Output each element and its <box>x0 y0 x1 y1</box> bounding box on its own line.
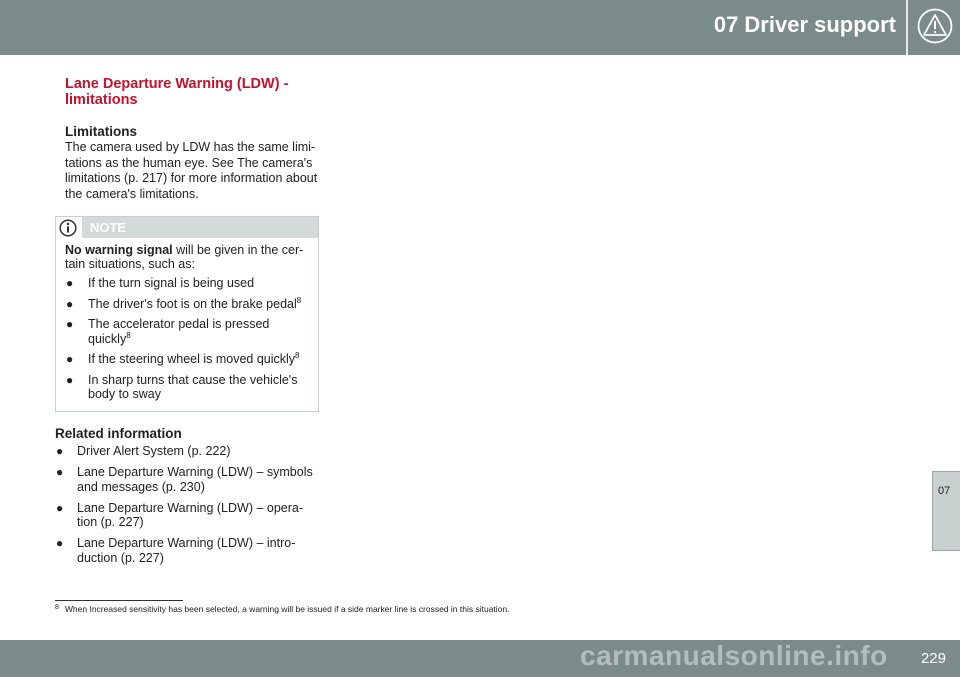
related-link[interactable]: ● Lane Departure Warning (LDW) – intro- duction (p. 227) <box>56 536 296 565</box>
note-intro-bold: No warning signal <box>65 243 173 257</box>
chapter-title: 07 Driver support <box>713 12 896 37</box>
limitations-paragraph <box>65 140 321 202</box>
list-item: ● The accelerator pedal is pressed quickly$^8$ <box>66 317 270 346</box>
section-title-line2: limitations <box>65 92 138 108</box>
footnote-ref: 8 <box>126 330 131 340</box>
info-icon <box>59 219 77 237</box>
section-title <box>65 76 321 108</box>
note-label: NOTE <box>90 220 127 235</box>
related-link[interactable]: ● Driver Alert System (p. 222) <box>56 444 231 458</box>
list-item: ● If the steering wheel is moved quickly$^8$ <box>66 350 300 366</box>
list-item: ● If the turn signal is being used <box>66 276 255 290</box>
paragraph-line: limitations (p. 217) for more information about <box>65 171 318 185</box>
list-item: ● The driver's foot is on the brake pedal$^8$ <box>66 295 302 311</box>
note-body <box>65 243 315 408</box>
related-information <box>55 426 321 572</box>
list-item: ● In sharp turns that cause the vehicle's body to sway <box>66 372 298 401</box>
section-title-line1: Lane Departure Warning (LDW) - <box>65 76 289 92</box>
paragraph-line: The camera used by LDW has the same limi- <box>65 140 316 154</box>
footnote-ref: 8 <box>296 295 302 305</box>
related-list <box>55 444 321 565</box>
watermark: carmanualsonline.info <box>580 640 888 671</box>
footnote <box>55 604 509 614</box>
page-number: 229 <box>920 650 946 667</box>
note-header <box>56 217 318 238</box>
page-header <box>0 0 960 55</box>
footnote-ref: 8 <box>295 350 300 360</box>
chapter-tab-label: 07 <box>938 485 951 497</box>
section-intro <box>65 76 321 202</box>
related-heading: Related information <box>55 426 182 441</box>
note-box <box>55 216 319 412</box>
limitations-heading: Limitations <box>65 124 138 139</box>
paragraph-line: the camera's limitations. <box>65 186 199 201</box>
related-link[interactable]: ● Lane Departure Warning (LDW) – opera- tion (p. 227) <box>56 500 304 529</box>
paragraph-line: tations as the human eye. See The camera's <box>65 155 313 170</box>
footnote-text: When Increased sensitivity has been selected, a warning will be issued if a side marker line is crossed in this situation. <box>64 604 510 614</box>
footnote-mark: 8 <box>55 604 59 611</box>
warning-triangle-icon <box>917 8 953 44</box>
chapter-tab[interactable] <box>932 471 960 551</box>
warning-icon-box <box>906 0 960 55</box>
note-intro: No warning signal will be given in the cer- tain situations, such as: <box>65 243 304 271</box>
note-list <box>65 276 315 402</box>
related-link[interactable]: ● Lane Departure Warning (LDW) – symbols and messages (p. 230) <box>56 465 313 494</box>
footnote-divider <box>55 600 183 601</box>
